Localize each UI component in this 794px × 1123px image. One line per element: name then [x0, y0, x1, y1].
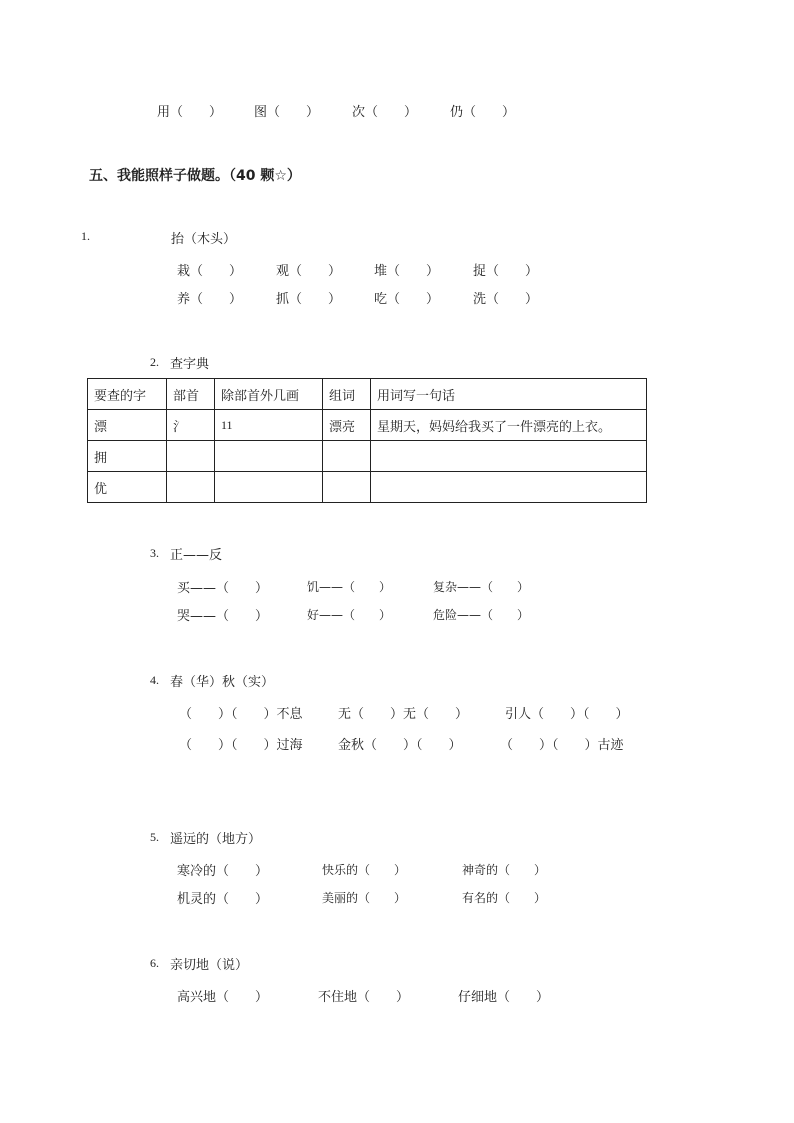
q1-r2-c3: 吃（ ） [374, 292, 440, 307]
table-cell: 漂亮 [323, 410, 371, 441]
q2-number: 2. [150, 355, 159, 369]
q6-r1-c2: 不住地（ ） [318, 990, 410, 1005]
q3-r2-c1: 哭——（ ） [177, 609, 269, 624]
q5-r1-c2: 快乐的（ ） [322, 863, 407, 877]
table-row [88, 410, 647, 441]
q4-r2-c1: （ ）（ ）过海 [179, 738, 303, 753]
top-row-item-4: 仍（ ） [450, 105, 516, 120]
q4-r1-c1: （ ）（ ）不息 [179, 707, 303, 722]
table-cell: 11 [215, 410, 323, 441]
q6-r1-c3: 仔细地（ ） [458, 990, 550, 1005]
q3-r1-c2: 饥——（ ） [307, 580, 392, 594]
q5-r2-c1: 机灵的（ ） [177, 892, 269, 907]
q1-r1-c3: 堆（ ） [374, 264, 440, 279]
q6-title: 亲切地（说） [170, 958, 249, 973]
table-header-row [88, 379, 647, 410]
dictionary-table [87, 378, 647, 503]
q5-title: 遥远的（地方） [170, 832, 262, 847]
q5-number: 5. [150, 830, 159, 844]
section-heading: 五、我能照样子做题。（40 颗☆） [89, 168, 301, 184]
q6-number: 6. [150, 956, 159, 970]
top-row-item-2: 图（ ） [254, 105, 320, 120]
table-cell[interactable] [371, 441, 647, 472]
table-cell[interactable] [167, 441, 215, 472]
table-cell[interactable] [323, 441, 371, 472]
table-cell[interactable] [323, 472, 371, 503]
table-header-cell: 用词写一句话 [371, 379, 647, 410]
table-cell: 漂 [88, 410, 167, 441]
table-cell[interactable] [371, 472, 647, 503]
table-cell: 氵 [167, 410, 215, 441]
q3-r2-c2: 好——（ ） [307, 608, 392, 622]
table-cell: 拥 [88, 441, 167, 472]
q4-title: 春（华）秋（实） [170, 675, 275, 690]
table-header-cell: 要查的字 [88, 379, 167, 410]
table-cell: 星期天，妈妈给我买了一件漂亮的上衣。 [371, 410, 647, 441]
q1-title: 抬（木头） [171, 232, 237, 247]
table-cell[interactable] [215, 472, 323, 503]
q5-r1-c3: 神奇的（ ） [462, 863, 547, 877]
q4-number: 4. [150, 673, 159, 687]
top-row-item-1: 用（ ） [157, 105, 223, 120]
q5-r2-c3: 有名的（ ） [462, 891, 547, 905]
q1-r2-c2: 抓（ ） [276, 292, 342, 307]
q3-r1-c1: 买——（ ） [177, 581, 269, 596]
table-header-cell: 组词 [323, 379, 371, 410]
q4-r2-c3: （ ）（ ）古迹 [500, 738, 624, 753]
q4-r1-c2: 无（ ）无（ ） [338, 707, 469, 722]
q2-title: 查字典 [170, 357, 210, 372]
q3-title: 正——反 [170, 548, 223, 563]
top-row-item-3: 次（ ） [352, 105, 418, 120]
q1-number: 1. [81, 229, 90, 243]
table-cell[interactable] [167, 472, 215, 503]
q5-r1-c1: 寒冷的（ ） [177, 864, 269, 879]
q1-r1-c2: 观（ ） [276, 264, 342, 279]
q6-r1-c1: 高兴地（ ） [177, 990, 269, 1005]
table-header-cell: 部首 [167, 379, 215, 410]
table-row [88, 472, 647, 503]
q4-r2-c2: 金秋（ ）（ ） [338, 738, 462, 753]
q1-r2-c1: 养（ ） [177, 292, 243, 307]
table-header-cell: 除部首外几画 [215, 379, 323, 410]
table-cell: 优 [88, 472, 167, 503]
q3-r2-c3: 危险——（ ） [433, 608, 530, 622]
q1-r1-c4: 捉（ ） [473, 264, 539, 279]
q3-number: 3. [150, 546, 159, 560]
q3-r1-c3: 复杂——（ ） [433, 580, 530, 594]
q1-r1-c1: 栽（ ） [177, 264, 243, 279]
table-row [88, 441, 647, 472]
table-cell[interactable] [215, 441, 323, 472]
q5-r2-c2: 美丽的（ ） [322, 891, 407, 905]
q4-r1-c3: 引人（ ）（ ） [505, 707, 629, 722]
q1-r2-c4: 洗（ ） [473, 292, 539, 307]
